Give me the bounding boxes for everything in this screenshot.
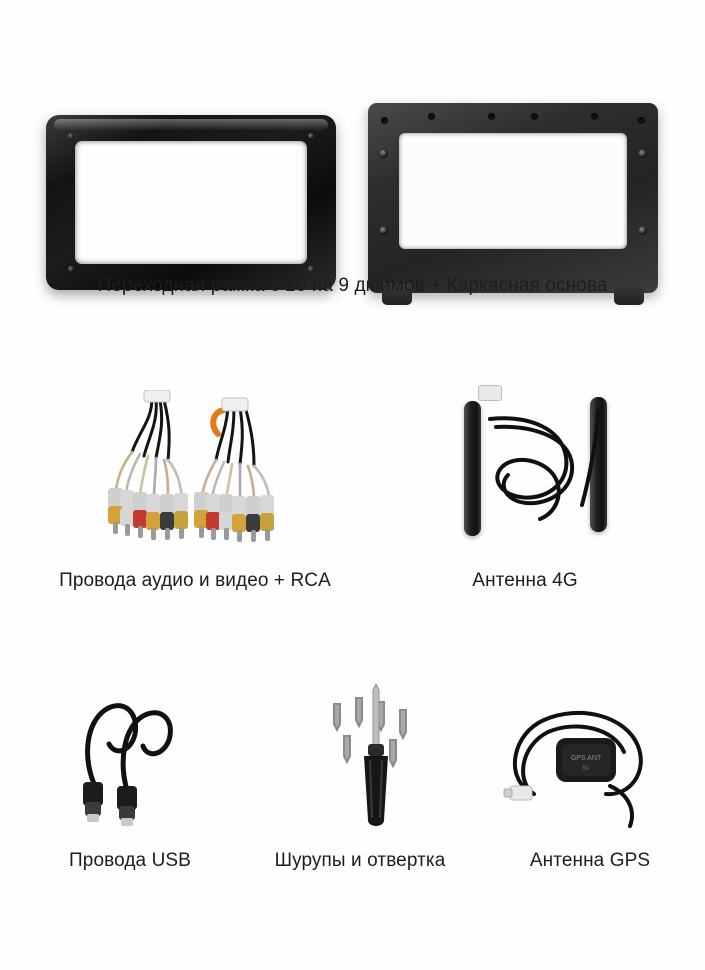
- screws-and-screwdriver: [320, 680, 430, 830]
- screw-icon: [638, 226, 647, 235]
- hole-icon: [638, 117, 645, 124]
- screw-hole-icon: [68, 133, 74, 139]
- hole-icon: [591, 113, 598, 120]
- screw-hole-icon: [308, 133, 314, 139]
- caption-frames: Переходная рамка с 10 на 9 дюймов + Каркасная основа: [97, 275, 608, 296]
- screw-icon: [379, 226, 388, 235]
- caption-antenna-gps: Антенна GPS: [529, 850, 651, 871]
- audio-video-harness: [100, 390, 310, 555]
- antenna-4g: [440, 385, 650, 555]
- screw-icon: [638, 149, 647, 158]
- caption-harness: Провода аудио и видео + RCA: [59, 570, 331, 591]
- caption-antenna-4g: Антенна 4G: [472, 570, 578, 591]
- screw-hole-icon: [308, 266, 314, 272]
- usb-cables: [65, 690, 195, 830]
- svg-text:5V: 5V: [582, 766, 590, 772]
- caption-screws: Шурупы и отвертка: [274, 850, 446, 871]
- screw-icon: [379, 149, 388, 158]
- matte-frame-bracket: [368, 103, 658, 293]
- hole-icon: [531, 113, 538, 120]
- hole-icon: [428, 113, 435, 120]
- glossy-adapter-frame: [46, 115, 336, 290]
- screw-hole-icon: [68, 266, 74, 272]
- caption-usb: Провода USB: [69, 850, 191, 871]
- frames-row: [0, 40, 705, 310]
- antenna-cable: [440, 385, 650, 555]
- hole-icon: [381, 117, 388, 124]
- antenna-gps: [490, 690, 670, 835]
- svg-text:GPS ANT: GPS ANT: [570, 755, 602, 762]
- hole-icon: [488, 113, 495, 120]
